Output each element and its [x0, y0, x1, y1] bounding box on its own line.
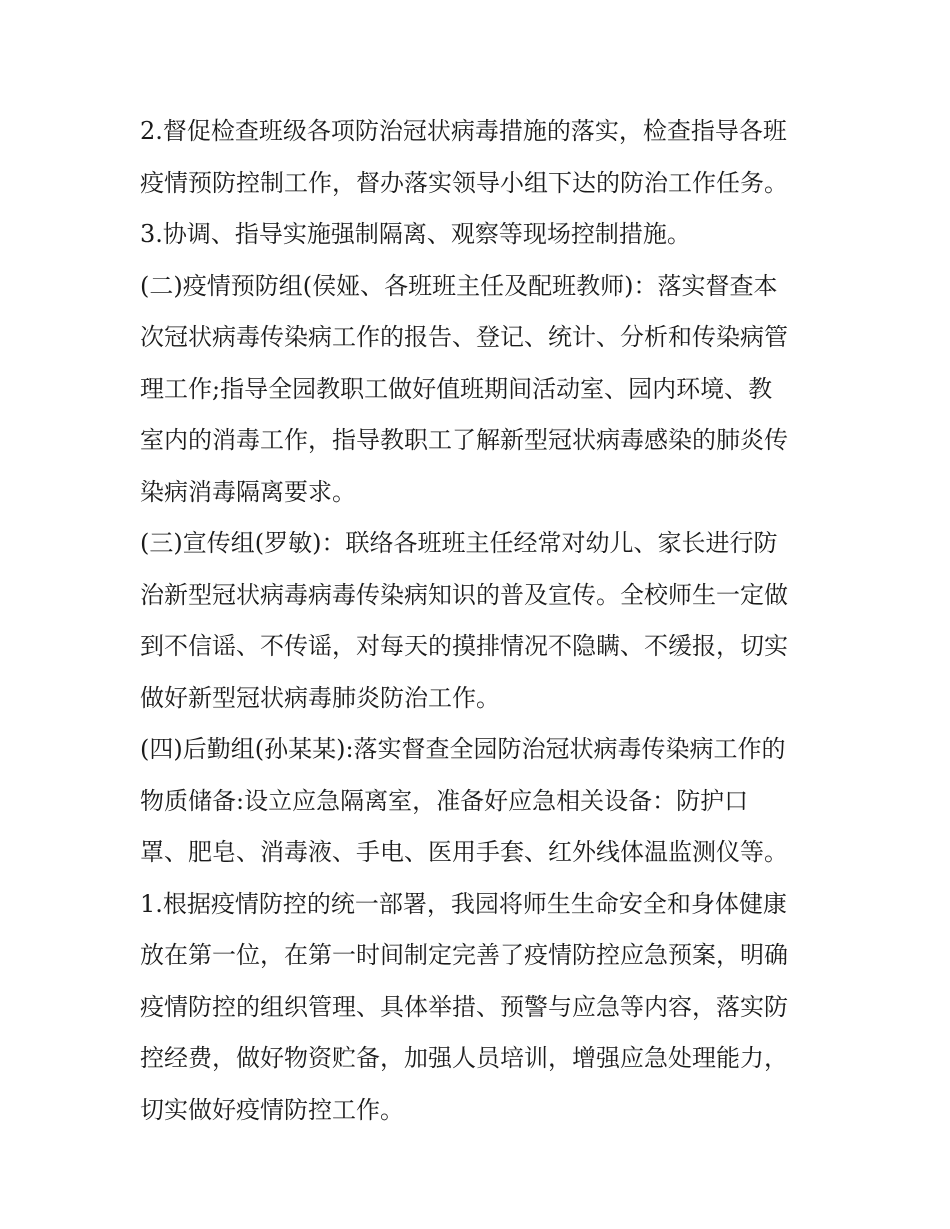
- text-line: 1.根据疫情防控的统一部署，我园将师生生命安全和身体健康: [140, 889, 787, 918]
- text-line: 罩、肥皂、消毒液、手电、医用手套、红外线体温监测仪等。: [140, 838, 788, 866]
- text-line: 疫情防控的组织管理、具体举措、预警与应急等内容，落实防: [140, 992, 788, 1021]
- body-text: [140, 106, 840, 1136]
- text-line: 3.协调、指导实施强制隔离、观察等现场控制措施。: [140, 220, 691, 248]
- text-line: 染病消毒隔离要求。: [140, 477, 356, 506]
- text-line: 室内的消毒工作，指导教职工了解新型冠状病毒感染的肺炎传: [140, 426, 788, 454]
- text-line: 放在第一位，在第一时间制定完善了疫情防控应急预案，明确: [140, 941, 788, 969]
- text-line: 物质储备:设立应急隔离室，准备好应急相关设备：防护口: [140, 786, 749, 815]
- text-line: 疫情预防控制工作，督办落实领导小组下达的防治工作任务。: [140, 168, 788, 197]
- text-line: 次冠状病毒传染病工作的报告、登记、统计、分析和传染病管: [140, 323, 788, 351]
- text-line: 2.督促检查班级各项防治冠状病毒措施的落实，检查指导各班: [140, 117, 787, 145]
- text-line: (二)疫情预防组(侯娅、各班班主任及配班教师)：落实督查本: [140, 271, 778, 300]
- text-line: (三)宣传组(罗敏)：联络各班班主任经常对幼儿、家长进行防: [140, 529, 778, 557]
- text-line: 理工作;指导全园教职工做好值班期间活动室、园内环境、教: [140, 374, 773, 403]
- text-line: 治新型冠状病毒病毒传染病知识的普及宣传。全校师生一定做: [140, 580, 788, 609]
- text-line: (四)后勤组(孙某某):落实督查全园防治冠状病毒传染病工作的: [140, 735, 786, 763]
- text-line: 做好新型冠状病毒肺炎防治工作。: [140, 683, 500, 712]
- text-line: 到不信谣、不传谣，对每天的摸排情况不隐瞒、不缓报，切实: [140, 632, 788, 660]
- text-line: 切实做好疫情防控工作。: [140, 1095, 404, 1124]
- text-line: 控经费，做好物资贮备，加强人员培训，增强应急处理能力，: [140, 1044, 788, 1072]
